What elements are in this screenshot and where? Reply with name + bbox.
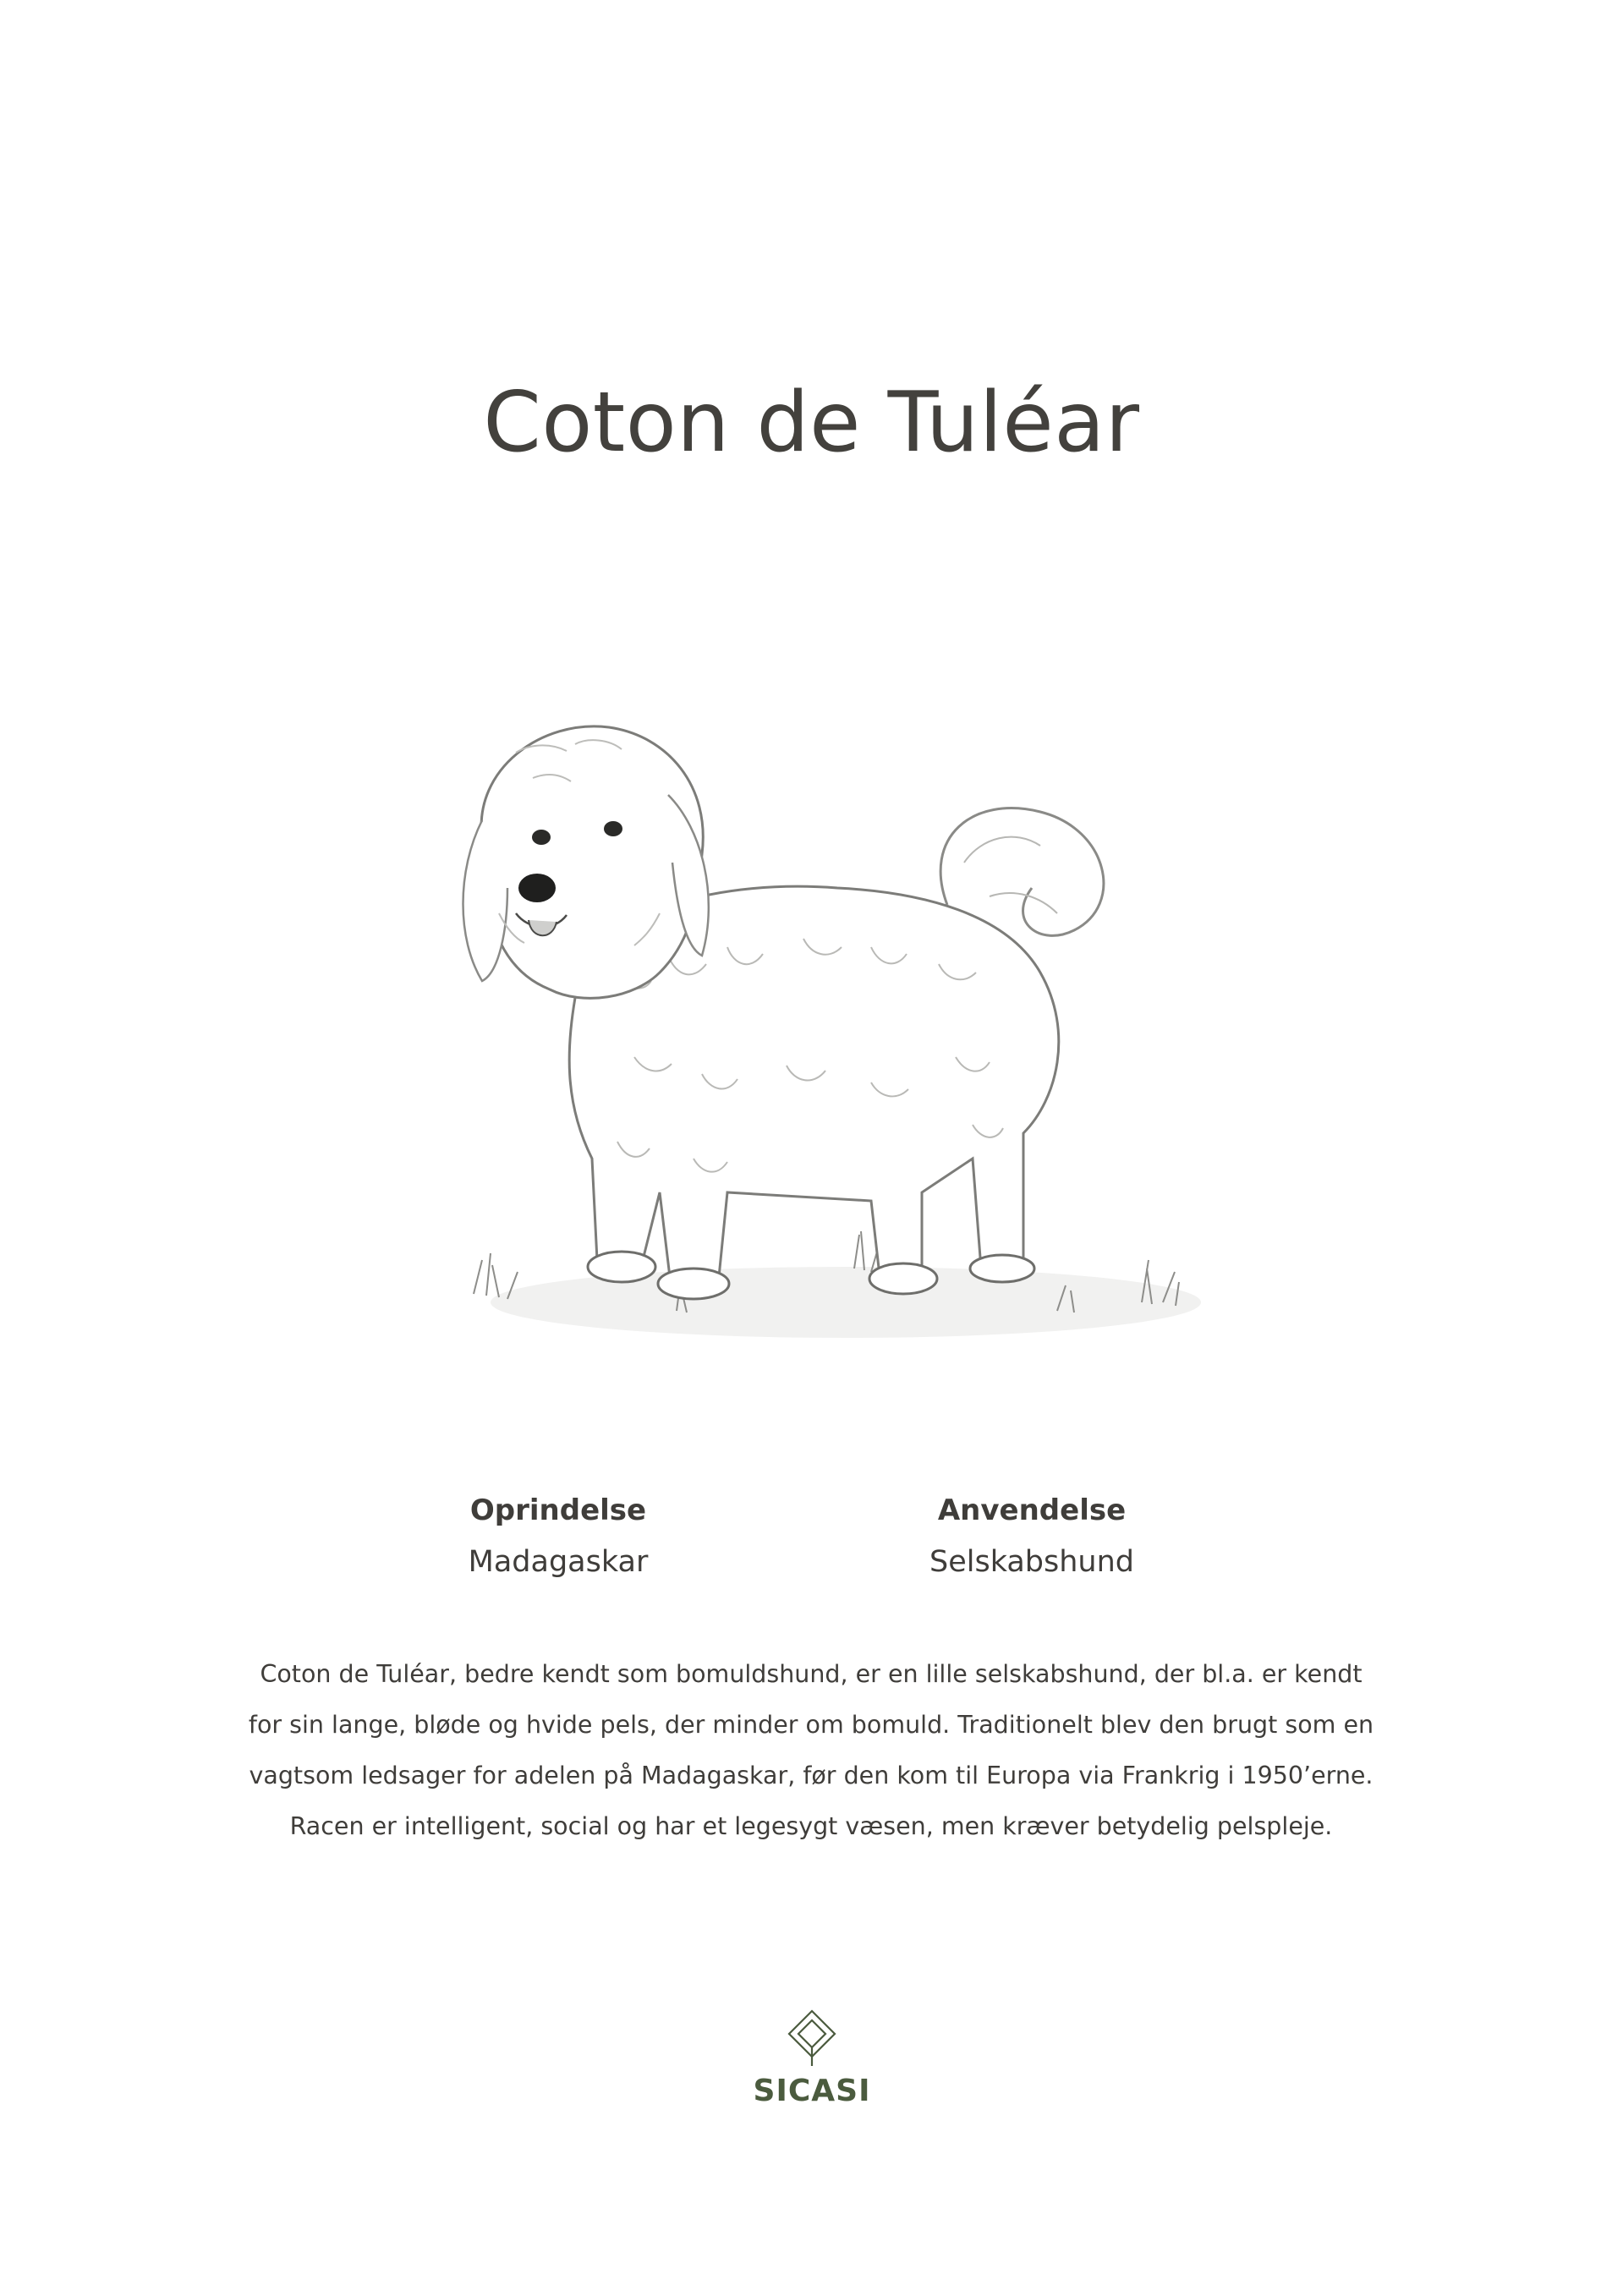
diamond-tree-icon xyxy=(785,2008,839,2068)
page-title: Coton de Tuléar xyxy=(483,375,1140,471)
description-line: vagtsom ledsager for adelen på Madagaskar, før den kom til Europa via Frankrig i 1950’erne. xyxy=(249,1762,1374,1789)
fact-usage-value: Selskabshund xyxy=(929,1545,1135,1579)
brand-name: SICASI xyxy=(753,2074,871,2108)
dog-illustration xyxy=(448,719,1226,1362)
description-line: Racen er intelligent, social og har et legesygt væsen, men kræver betydelig pelspleje. xyxy=(289,1812,1333,1840)
fact-usage xyxy=(846,1490,1218,1583)
dog-sketch-icon xyxy=(448,719,1226,1362)
brand-logo xyxy=(727,2008,896,2127)
fact-origin xyxy=(372,1490,744,1583)
breed-description xyxy=(219,1649,1403,1852)
fact-origin-value: Madagaskar xyxy=(468,1545,649,1579)
fact-origin-label: Oprindelse xyxy=(469,1493,647,1527)
fact-usage-label: Anvendelse xyxy=(937,1493,1127,1527)
description-line: Coton de Tuléar, bedre kendt som bomuldshund, er en lille selskabshund, der bl.a. er kendt xyxy=(260,1660,1363,1688)
description-line: for sin lange, bløde og hvide pels, der minder om bomuld. Traditionelt blev den brugt som en xyxy=(248,1711,1374,1739)
facts-section xyxy=(0,1490,1623,1608)
